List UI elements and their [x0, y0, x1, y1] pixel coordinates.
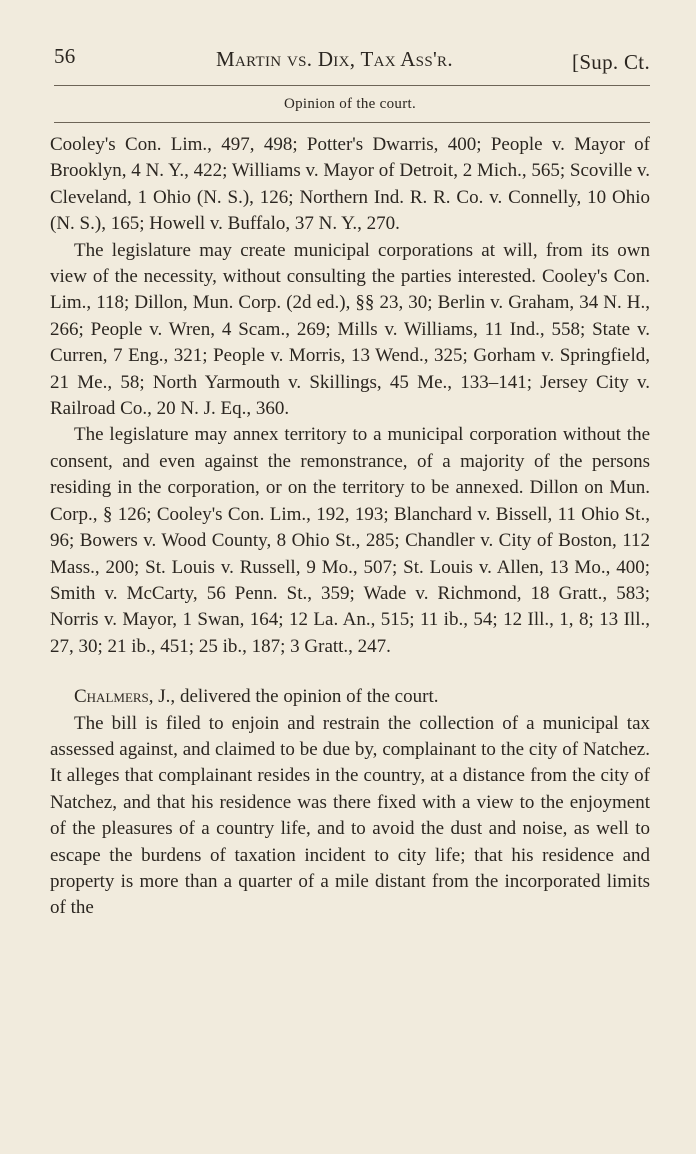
running-header	[50, 40, 650, 74]
header-rule-bottom	[54, 122, 650, 123]
page-number: 56	[54, 44, 76, 68]
opinion-paragraph: The bill is filed to enjoin and restrain the collection of a municipal tax assessed against, and claimed to be due by, complainant to the city of Natchez. It alleges that complainant resides in the country, at a distance from the city of Natchez, and that his residence was there fixed with a view to the enjoyment of the pleasures of a country life, and to avoid the dust and noise, as well to escape the burdens of taxation incident to city life; that his residence and property is more than a quarter of a mile distant from the incorporated limits of the	[50, 712, 650, 919]
header-rule-top	[54, 85, 650, 86]
citation-paragraph: Cooley's Con. Lim., 497, 498; Potter's Dwarris, 400; People v. Mayor of Brooklyn, 4 N. Y., 422; Williams v. Mayor of Detroit, 2 Mich., 565; Scoville v. Cleveland, 1 Ohio (N. S.), 126; Northern Ind. R. R. Co. v. Connelly, 10 Ohio (N. S.), 165; Howell v. Buffalo, 37 N. Y., 270.	[50, 134, 650, 235]
running-title: Martin vs. Dix, Tax Ass'r.	[216, 47, 453, 71]
opinion-intro-text: delivered the opinion of the court.	[175, 686, 439, 708]
argument-paragraph-creation: The legislature may create municipal corporations at will, from its own view of the necessity, without consulting the parties interested. Cooley's Con. Lim., 118; Dillon, Mun. Corp. (2d ed.), §§ 23, 30; Berlin v. Graham, 34 N. H., 266; People v. Wren, 4 Scam., 269; Mills v. Williams, 11 Ind., 558; State v. Curren, 7 Eng., 321; People v. Morris, 13 Wend., 325; Gorham v. Springfield, 21 Me., 58; North Yarmouth v. Skillings, 45 Me., 133–141; Jersey City v. Railroad Co., 20 N. J. Eq., 360.	[50, 239, 650, 420]
opinion-intro	[50, 684, 650, 710]
page-body	[50, 132, 650, 922]
opinion-author: Chalmers, J.,	[74, 686, 176, 708]
section-heading: Opinion of the court.	[283, 96, 417, 112]
argument-paragraph-annexation: The legislature may annex territory to a municipal corporation without the consent, and even against the remonstrance, of a majority of the persons residing in the corporation, or on the territory to be annexed. Dillon on Mun. Corp., § 126; Cooley's Con. Lim., 192, 193; Blanchard v. Bissell, 11 Ohio St., 96; Bowers v. Wood County, 8 Ohio St., 285; Chandler v. City of Boston, 112 Mass., 200; St. Louis v. Russell, 9 Mo., 507; St. Louis v. Allen, 13 Mo., 400; Smith v. McCarty, 56 Penn. St., 359; Wade v. Richmond, 18 Gratt., 583; Norris v. Mayor, 1 Swan, 164; 12 La. An., 515; 11 ib., 54; 12 Ill., 1, 8; 13 Ill., 27, 30; 21 ib., 451; 25 ib., 187; 3 Gratt., 247.	[50, 424, 650, 657]
court-designation: [Sup. Ct.	[572, 50, 650, 74]
